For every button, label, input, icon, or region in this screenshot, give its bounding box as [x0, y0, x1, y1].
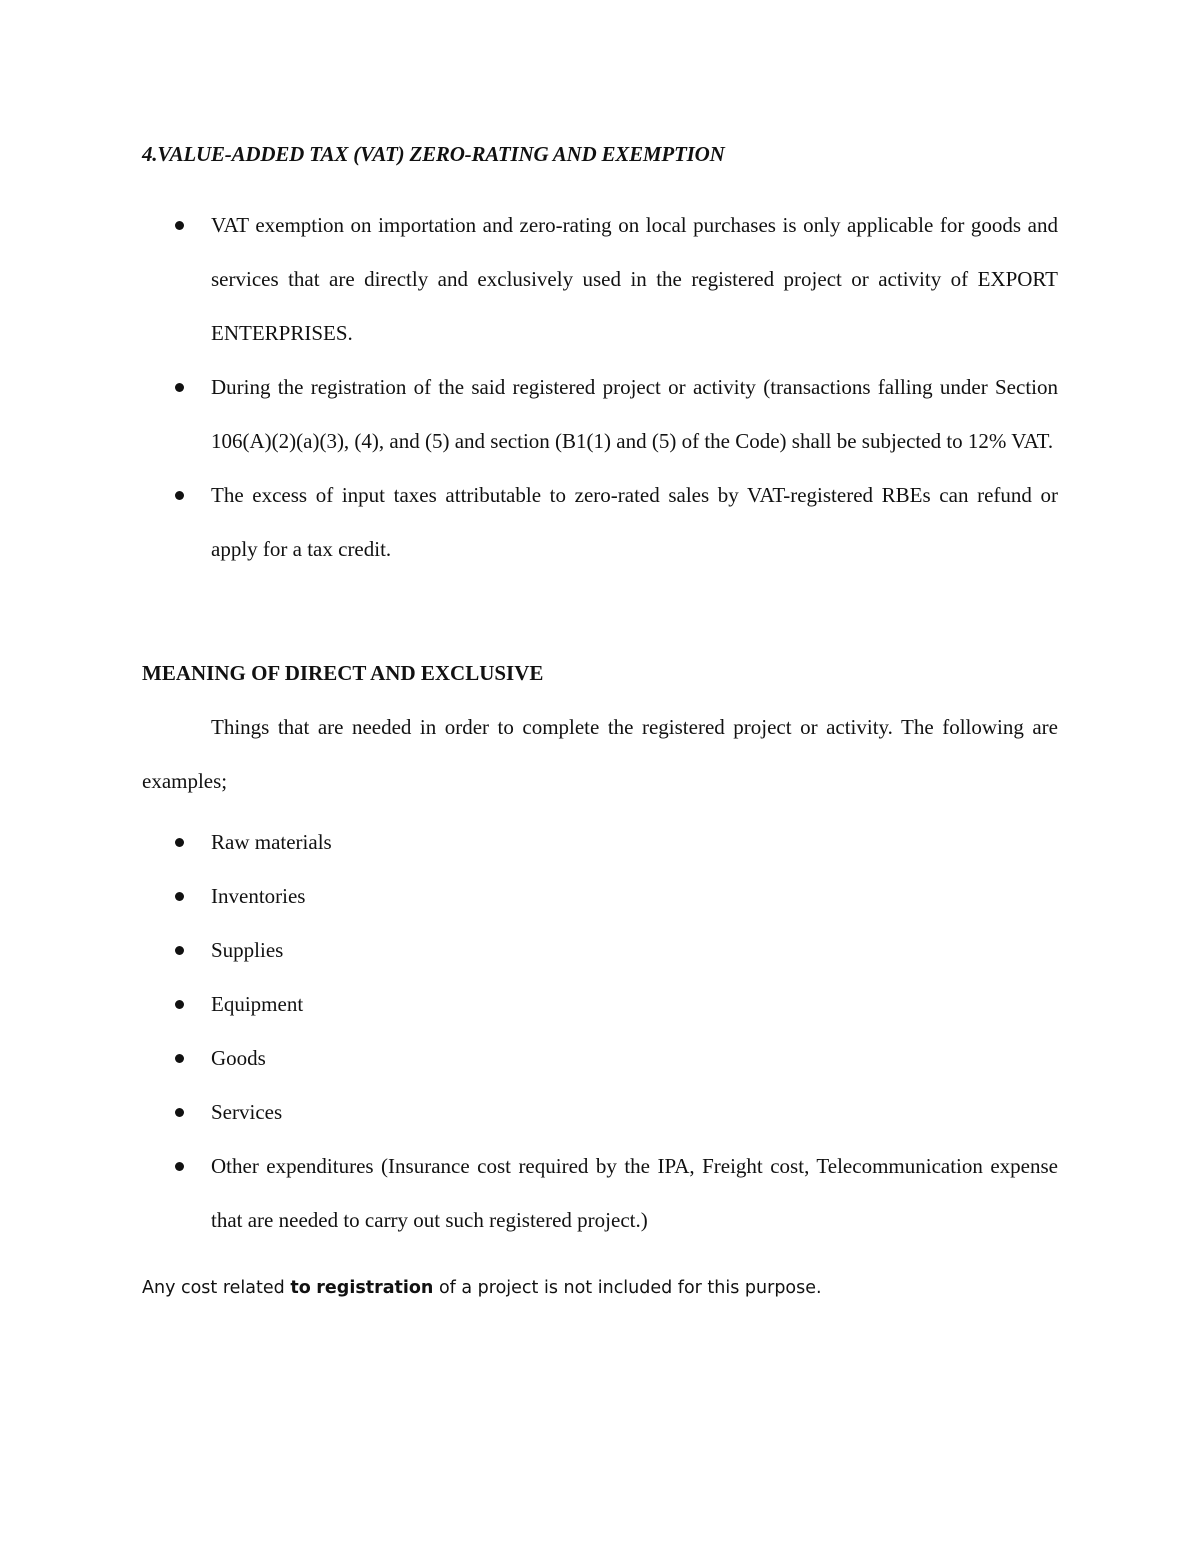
bullet-icon: [175, 1162, 184, 1171]
list-item: [0, 198, 1200, 360]
bullet-text: Inventories: [211, 884, 306, 908]
list-item: [0, 1139, 1200, 1247]
meaning-heading: MEANING OF DIRECT AND EXCLUSIVE: [142, 661, 544, 685]
bullet-icon: [175, 1054, 184, 1063]
list-item: [0, 468, 1200, 576]
list-item: [0, 1031, 1200, 1085]
list-item: [0, 923, 1200, 977]
bullet-text: VAT exemption on importation and zero-rating on local purchases is only applicable for goods and services that are directly and exclusively used in the registered project or activity of EXPORT ENTERPRISES.: [211, 213, 1058, 345]
bullet-text: Other expenditures (Insurance cost required by the IPA, Freight cost, Telecommunication expense that are needed to carry out such registered project.): [211, 1154, 1058, 1232]
bullet-text: Goods: [211, 1046, 266, 1070]
meaning-paragraph: Things that are needed in order to complete the registered project or activity. The following are examples;: [142, 715, 1058, 793]
note-bold-word: registration: [316, 1278, 434, 1298]
bullet-icon: [175, 946, 184, 955]
vat-bullet-list: [0, 198, 1200, 576]
bullet-text: The excess of input taxes attributable to zero-rated sales by VAT-registered RBEs can refund or apply for a tax credit.: [211, 483, 1058, 561]
section-title: 4.VALUE-ADDED TAX (VAT) ZERO-RATING AND EXEMPTION: [142, 142, 725, 166]
note-bold-to: to: [290, 1278, 311, 1298]
bullet-icon: [175, 221, 184, 230]
note-text-start: Any cost related: [142, 1278, 291, 1298]
bullet-text: Supplies: [211, 938, 284, 962]
note-text-end: of a project is not included for this purpose.: [433, 1278, 822, 1298]
bullet-text: Equipment: [211, 992, 304, 1016]
examples-bullet-list: [0, 815, 1200, 1247]
bullet-icon: [175, 1000, 184, 1009]
bullet-text: During the registration of the said registered project or activity (transactions falling under Section 106(A)(2)(a)(3), (4), and (5) and section (B1(1) and (5) of the Code) shall be subjected to 12% VAT.: [211, 375, 1058, 453]
bullet-icon: [175, 491, 184, 500]
list-item: [0, 815, 1200, 869]
bullet-icon: [175, 1108, 184, 1117]
bullet-icon: [175, 838, 184, 847]
bullet-icon: [175, 383, 184, 392]
bullet-text: Services: [211, 1100, 283, 1124]
list-item: [0, 869, 1200, 923]
list-item: [0, 1085, 1200, 1139]
footer-note: [142, 1278, 822, 1298]
list-item: [0, 977, 1200, 1031]
list-item: [0, 360, 1200, 468]
bullet-icon: [175, 892, 184, 901]
bullet-text: Raw materials: [211, 830, 332, 854]
